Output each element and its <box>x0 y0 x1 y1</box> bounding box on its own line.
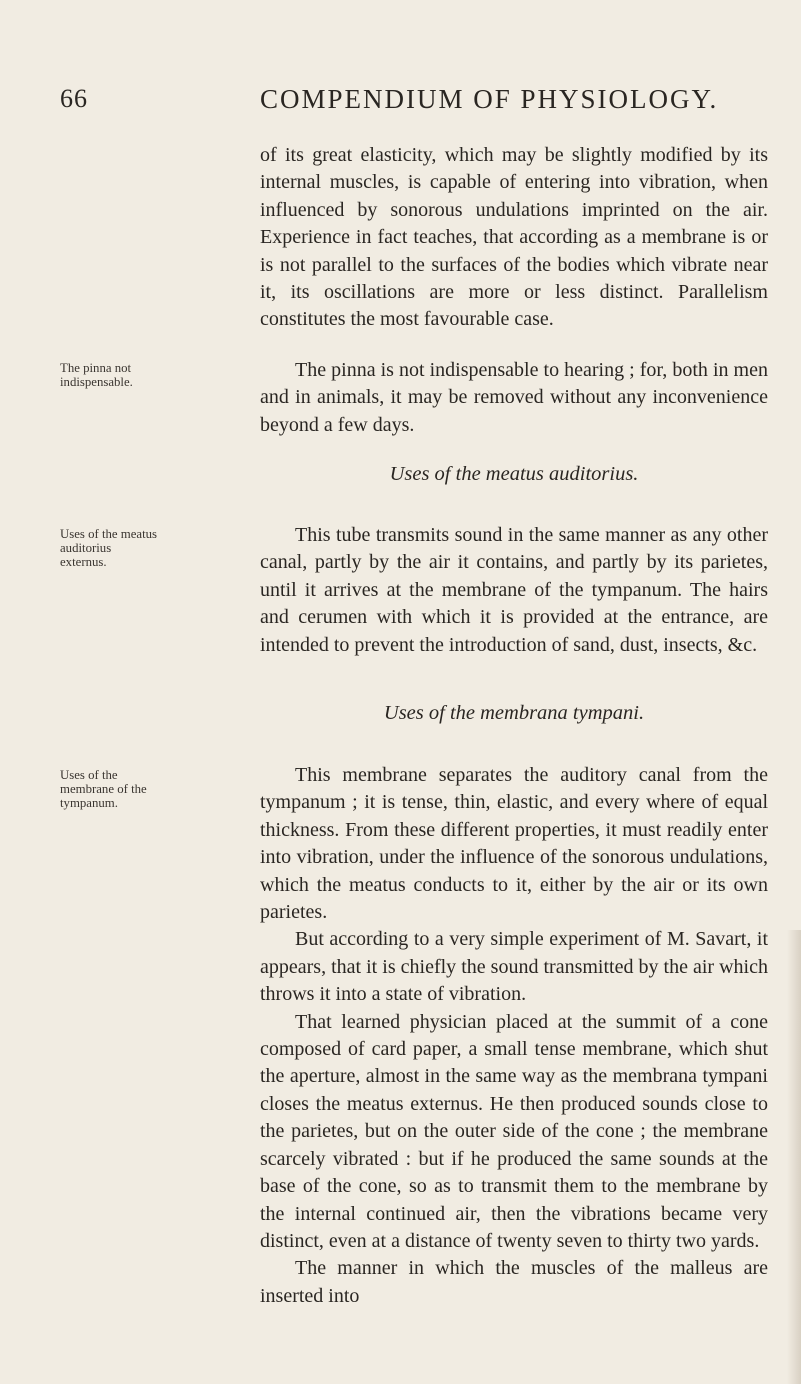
paragraph: That learned physician placed at the summit of a cone composed of card paper, a small tense membrane, which shut the aperture, almost in the same way as the membrana tympani closes the meatus externus. He then produced sounds close to the parietes, but on the outer side of the cone ; the membrane scarcely vibrated : but if he produced the same sounds at the base of the cone, so as to transmit them to the membrane by the internal continued air, then the vibrations became very distinct, even at a distance of twenty seven to thirty two yards. <box>260 1010 768 1252</box>
meatus-paragraph <box>260 522 768 659</box>
section-heading-meatus: Uses of the meatus auditorius. <box>389 463 639 485</box>
paragraph: The pinna is not indispensable to hearing ; for, both in men and in animals, it may be removed without any inconvenience beyond a few days. <box>260 359 768 436</box>
pinna-paragraph <box>260 357 768 439</box>
paragraph: But according to a very simple experiment of M. Savart, it appears, that it is chiefly the sound transmitted by the air which throws it into a state of vibration. <box>260 928 768 1006</box>
membrana-section <box>260 762 768 1310</box>
page-edge-shadow <box>787 930 801 1384</box>
page-number: 66 <box>60 84 88 113</box>
paragraph: of its great elasticity, which may be slightly modified by its internal muscles, is capable of entering into vibration, when influenced by sonorous undulations imprinted on the air. Experience in fact teaches, that according as a membrane is or is not parallel to the surfaces of the bodies which vibrate near it, its oscillations are more or less distinct. Parallelism constitutes the most favourable case. <box>260 144 768 331</box>
paragraph: This membrane separates the auditory canal from the tympanum ; it is tense, thin, elastic, and every where of equal thickness. From these different properties, it must readily enter into vibration, under the influence of the sonorous undulations, which the meatus conducts to it, either by the air or its own parietes. <box>260 764 768 924</box>
margin-note-membrana: Uses of the membrane of the tympanum. <box>60 768 147 810</box>
running-title: COMPENDIUM OF PHYSIOLOGY. <box>260 84 719 114</box>
margin-note-meatus: Uses of the meatus auditorius externus. <box>60 527 158 569</box>
paragraph: The manner in which the muscles of the malleus are inserted into <box>260 1257 768 1307</box>
continuation-paragraph <box>260 142 768 334</box>
margin-note-pinna: The pinna not indispensable. <box>60 361 133 389</box>
page-header <box>60 84 760 124</box>
section-heading-membrana: Uses of the membrana tympani. <box>383 702 645 724</box>
paragraph: This tube transmits sound in the same manner as any other canal, partly by the air it contains, and partly by its parietes, until it arrives at the membrane of the tympanum. The hairs and cerumen with which it is provided at the entrance, are intended to prevent the introduction of sand, dust, insects, &c. <box>260 524 768 656</box>
